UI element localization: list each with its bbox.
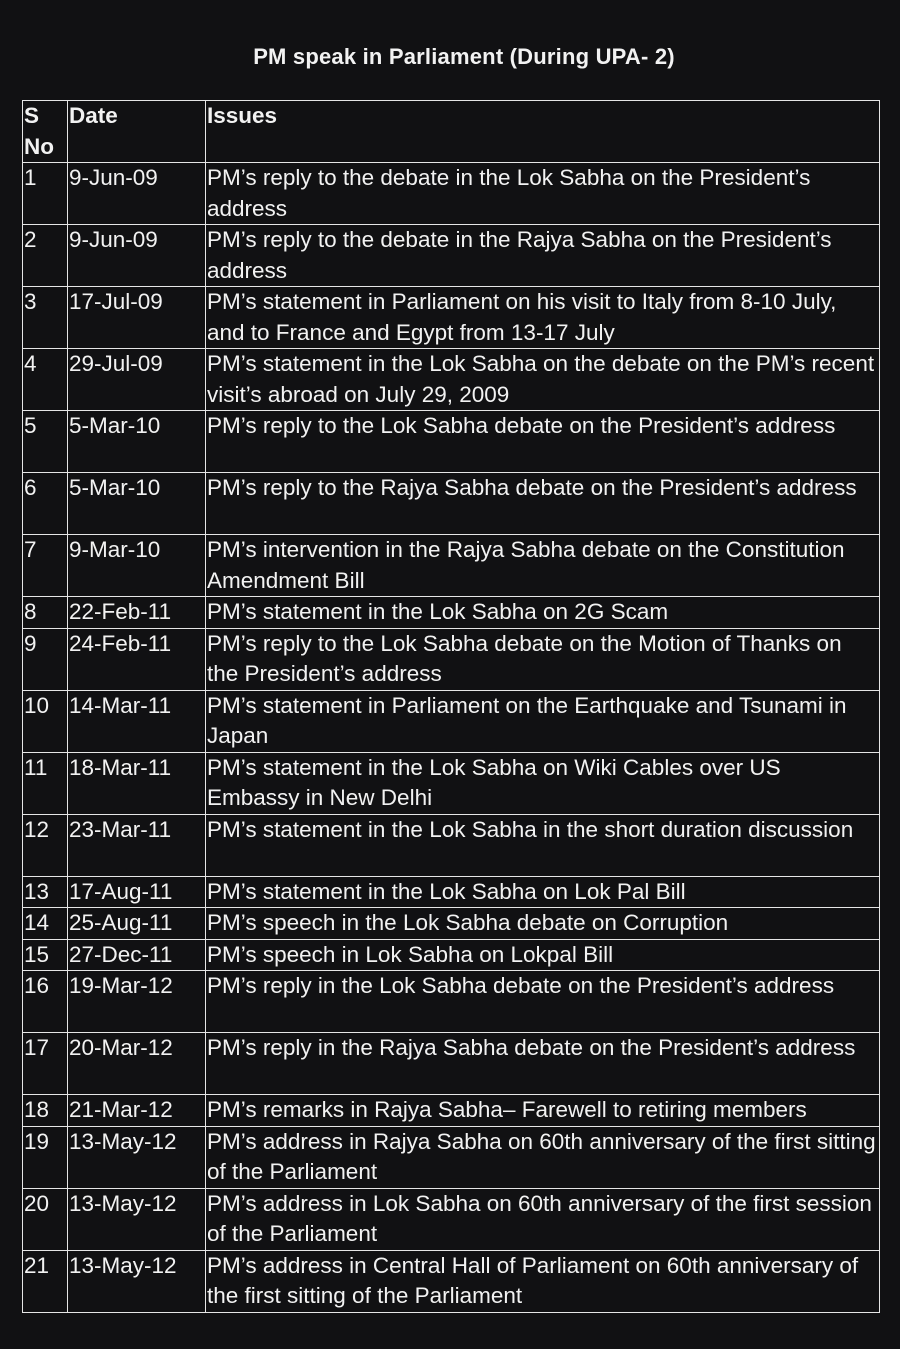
cell-date: 18-Mar-11 <box>68 752 206 814</box>
table-row <box>23 1095 880 1127</box>
cell-date: 19-Mar-12 <box>68 971 206 1033</box>
cell-issue: PM’s speech in Lok Sabha on Lokpal Bill <box>206 939 880 971</box>
cell-issue: PM’s statement in the Lok Sabha on Wiki Cables over US Embassy in New Delhi <box>206 752 880 814</box>
cell-sno: 12 <box>23 814 68 876</box>
cell-issue: PM’s reply to the debate in the Rajya Sabha on the President’s address <box>206 225 880 287</box>
header-date: Date <box>68 101 206 163</box>
cell-sno: 11 <box>23 752 68 814</box>
cell-sno: 7 <box>23 535 68 597</box>
cell-issue: PM’s statement in the Lok Sabha on the debate on the PM’s recent visit’s abroad on July 29, 2009 <box>206 349 880 411</box>
table-header-row <box>23 101 880 163</box>
cell-sno: 17 <box>23 1033 68 1095</box>
cell-sno: 2 <box>23 225 68 287</box>
cell-date: 13-May-12 <box>68 1250 206 1312</box>
cell-date: 27-Dec-11 <box>68 939 206 971</box>
table-row <box>23 473 880 535</box>
table-row <box>23 411 880 473</box>
table-row <box>23 1033 880 1095</box>
page-title: PM speak in Parliament (During UPA- 2) <box>253 44 675 69</box>
cell-sno: 13 <box>23 876 68 908</box>
cell-date: 22-Feb-11 <box>68 597 206 629</box>
cell-sno: 3 <box>23 287 68 349</box>
table-row <box>23 597 880 629</box>
cell-issue: PM’s address in Lok Sabha on 60th anniversary of the first session of the Parliament <box>206 1188 880 1250</box>
cell-date: 25-Aug-11 <box>68 908 206 940</box>
table-row <box>23 1126 880 1188</box>
cell-date: 17-Aug-11 <box>68 876 206 908</box>
table-row <box>23 752 880 814</box>
cell-issue: PM’s remarks in Rajya Sabha– Farewell to retiring members <box>206 1095 880 1127</box>
cell-sno: 9 <box>23 628 68 690</box>
cell-issue: PM’s reply to the Lok Sabha debate on the Motion of Thanks on the President’s address <box>206 628 880 690</box>
cell-issue: PM’s intervention in the Rajya Sabha debate on the Constitution Amendment Bill <box>206 535 880 597</box>
cell-sno: 8 <box>23 597 68 629</box>
cell-date: 5-Mar-10 <box>68 473 206 535</box>
table-row <box>23 814 880 876</box>
cell-issue: PM’s reply in the Rajya Sabha debate on the President’s address <box>206 1033 880 1095</box>
table-row <box>23 163 880 225</box>
table-row <box>23 628 880 690</box>
cell-issue: PM’s reply to the debate in the Lok Sabha on the President’s address <box>206 163 880 225</box>
table-row <box>23 908 880 940</box>
cell-sno: 21 <box>23 1250 68 1312</box>
cell-issue: PM’s statement in Parliament on the Earthquake and Tsunami in Japan <box>206 690 880 752</box>
cell-sno: 14 <box>23 908 68 940</box>
cell-sno: 18 <box>23 1095 68 1127</box>
cell-date: 17-Jul-09 <box>68 287 206 349</box>
cell-sno: 10 <box>23 690 68 752</box>
cell-date: 9-Jun-09 <box>68 225 206 287</box>
cell-date: 20-Mar-12 <box>68 1033 206 1095</box>
cell-date: 23-Mar-11 <box>68 814 206 876</box>
table-row <box>23 287 880 349</box>
cell-sno: 1 <box>23 163 68 225</box>
cell-date: 5-Mar-10 <box>68 411 206 473</box>
cell-date: 13-May-12 <box>68 1188 206 1250</box>
cell-issue: PM’s statement in the Lok Sabha in the short duration discussion <box>206 814 880 876</box>
cell-issue: PM’s reply to the Lok Sabha debate on the President’s address <box>206 411 880 473</box>
speeches-table <box>22 100 880 1313</box>
cell-sno: 19 <box>23 1126 68 1188</box>
cell-date: 21-Mar-12 <box>68 1095 206 1127</box>
table-row <box>23 1250 880 1312</box>
cell-issue: PM’s statement in Parliament on his visit to Italy from 8-10 July, and to France and Egypt from 13-17 July <box>206 287 880 349</box>
cell-issue: PM’s statement in the Lok Sabha on Lok Pal Bill <box>206 876 880 908</box>
table-row <box>23 939 880 971</box>
cell-sno: 16 <box>23 971 68 1033</box>
cell-issue: PM’s address in Central Hall of Parliament on 60th anniversary of the first sitting of the Parliament <box>206 1250 880 1312</box>
cell-sno: 15 <box>23 939 68 971</box>
cell-issue: PM’s reply to the Rajya Sabha debate on the President’s address <box>206 473 880 535</box>
cell-issue: PM’s address in Rajya Sabha on 60th anniversary of the first sitting of the Parliament <box>206 1126 880 1188</box>
cell-date: 24-Feb-11 <box>68 628 206 690</box>
cell-issue: PM’s speech in the Lok Sabha debate on Corruption <box>206 908 880 940</box>
header-issues: Issues <box>206 101 880 163</box>
cell-date: 29-Jul-09 <box>68 349 206 411</box>
table-row <box>23 349 880 411</box>
header-sno: S No <box>23 101 68 163</box>
cell-sno: 6 <box>23 473 68 535</box>
table-row <box>23 876 880 908</box>
table-row <box>23 971 880 1033</box>
cell-date: 14-Mar-11 <box>68 690 206 752</box>
cell-sno: 20 <box>23 1188 68 1250</box>
cell-date: 13-May-12 <box>68 1126 206 1188</box>
table-row <box>23 535 880 597</box>
cell-date: 9-Mar-10 <box>68 535 206 597</box>
table-row <box>23 690 880 752</box>
table-row <box>23 225 880 287</box>
table-row <box>23 1188 880 1250</box>
cell-date: 9-Jun-09 <box>68 163 206 225</box>
cell-sno: 4 <box>23 349 68 411</box>
cell-issue: PM’s statement in the Lok Sabha on 2G Scam <box>206 597 880 629</box>
cell-sno: 5 <box>23 411 68 473</box>
cell-issue: PM’s reply in the Lok Sabha debate on the President’s address <box>206 971 880 1033</box>
